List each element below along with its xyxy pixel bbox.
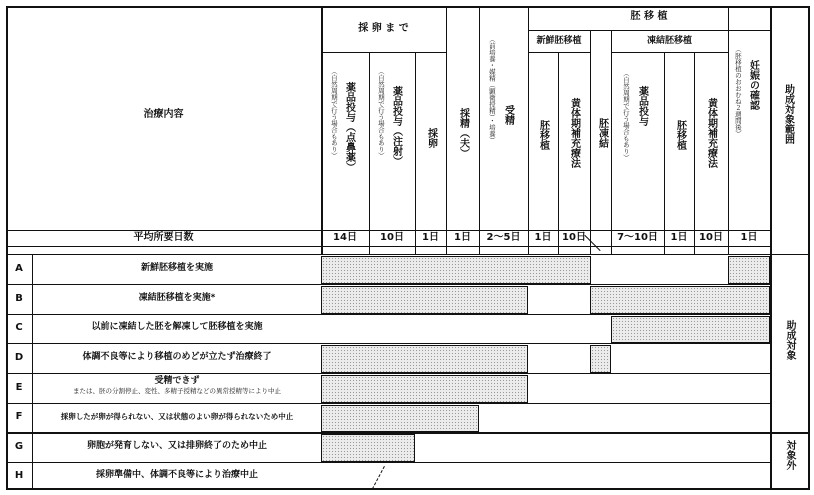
row-sep-2 (6, 314, 770, 315)
col6-label: 胚移植 (537, 120, 549, 150)
v-line-c3 (446, 6, 447, 254)
days-col10: 1日 (670, 232, 688, 243)
col4-label: 採精（夫） (457, 108, 469, 158)
col10-label: 胚移植 (674, 120, 686, 150)
row-sep-4 (6, 373, 770, 374)
row-desc-e-sub: または、胚の分割停止、変性、多精子授精などの異常授精等により中止 (73, 387, 281, 396)
header-subsidy-scope: 助成対象範囲 (782, 84, 794, 144)
bar-d-main (321, 345, 528, 373)
row-sep-7 (6, 462, 770, 463)
days-col3: 1日 (422, 232, 439, 243)
row-sep-1 (6, 284, 770, 285)
h-line-subgroup-2 (611, 52, 728, 53)
h-line-subgroup (528, 52, 590, 53)
row-desc-d: 体調不良等により移植のめどが立たず治療終了 (82, 352, 272, 362)
header-frozen-transfer: 凍結胚移植 (646, 36, 692, 46)
bar-d-freeze (590, 345, 611, 373)
v-line-c9 (664, 52, 665, 254)
frame-top (6, 6, 810, 8)
days-col6: 1日 (534, 232, 552, 243)
col1-note: （自然周期で行う場合もあり） (329, 68, 338, 159)
row-sep-3 (6, 343, 770, 344)
v-line-c8 (611, 30, 612, 254)
row-id-e: E (15, 382, 23, 393)
h-line-body-top (6, 254, 810, 255)
header-until-retrieval: 採 卵 ま で (358, 23, 409, 34)
col7-label: 黄体期補充療法 (568, 98, 580, 168)
v-line-c10 (694, 52, 695, 254)
header-embryo-transfer: 胚 移 植 (630, 11, 668, 22)
bar-g-main (321, 434, 415, 462)
v-line-c1 (369, 52, 370, 254)
row-id-h: H (14, 470, 24, 481)
row-desc-b: 凍結胚移植を実施* (138, 293, 216, 303)
col2-note: （自然周期で行う場合もあり） (376, 68, 385, 159)
header-fresh-transfer: 新鮮胚移植 (536, 36, 582, 46)
bar-f-main (321, 405, 479, 432)
bar-a-main (321, 256, 591, 284)
bar-h-dashed (372, 466, 385, 489)
days-col12: 1日 (740, 232, 758, 243)
row-desc-e-main: 受精できず (154, 376, 200, 386)
frame-bottom (6, 488, 810, 490)
h-line-days-top (6, 230, 770, 231)
bar-b-frozen (590, 286, 770, 314)
bar-c-frozen (611, 316, 770, 343)
v-line-c12 (770, 6, 772, 489)
col2-label: 薬品投与（注射） (390, 86, 402, 166)
row-desc-e (33, 376, 321, 395)
row-desc-c: 以前に凍結した胚を解凍して胚移植を実施 (91, 322, 263, 332)
v-line-content (321, 6, 323, 254)
header-treatment-content: 治療内容 (143, 109, 184, 120)
bar-a-pregnancy (728, 256, 770, 284)
row-id-g: G (14, 441, 24, 452)
days-col7: 10日 (562, 232, 586, 243)
v-line-id (32, 254, 33, 489)
row-desc-f: 採卵したが卵が得られない、又は状態のよい卵が得られないため中止 (60, 412, 294, 421)
col12-note: （胚移植のおおむね２週間後） (733, 46, 742, 137)
col11-label: 黄体期補充療法 (705, 98, 717, 168)
col1-label: 薬品投与（点鼻薬） (343, 82, 355, 172)
row-desc-a: 新鮮胚移植を実施 (140, 263, 213, 273)
days-col4: 1日 (454, 232, 471, 243)
col8-label: 胚凍結 (596, 118, 608, 148)
frame-right (808, 6, 810, 489)
h-line-days-bottom (6, 246, 770, 247)
days-col2: 10日 (380, 232, 404, 243)
col9-note: （自然周期で行う場合もあり） (621, 70, 630, 161)
col3-label: 採卵 (425, 128, 437, 148)
col5-label: 受精 (502, 105, 514, 125)
row-desc-g: 卵胞が発育しない、又は排卵終了のため中止 (86, 441, 267, 451)
h-line-group-bottom (528, 30, 770, 31)
v-line-c7 (590, 30, 591, 254)
v-line-c2 (415, 52, 416, 254)
row-id-f: F (15, 411, 23, 422)
bar-b-main (321, 286, 528, 314)
days-col5: 2〜5日 (486, 232, 521, 243)
header-avg-days: 平均所要日数 (133, 232, 194, 243)
category-not-covered: 対象外 (784, 440, 795, 470)
bar-e-main (321, 375, 528, 403)
h-line-until-retrieval (321, 52, 446, 53)
row-id-a: A (15, 263, 23, 274)
category-subsidized: 助成対象 (784, 320, 795, 360)
days-col1: 14日 (333, 232, 357, 243)
days-col11: 10日 (699, 232, 723, 243)
v-line-c6 (558, 52, 559, 254)
days-col9: 7〜10日 (617, 232, 658, 243)
col12-label: 妊娠の確認 (747, 60, 759, 110)
v-line-c11 (728, 6, 729, 254)
row-id-c: C (15, 322, 23, 333)
col5-note: （前培養・媒精（顕微授精）・培養） (487, 36, 496, 144)
row-sep-5 (6, 403, 770, 404)
row-desc-h: 採卵準備中、体調不良等により治療中止 (95, 470, 258, 480)
v-line-c4 (479, 6, 480, 254)
row-id-d: D (14, 352, 24, 363)
col9-label: 薬品投与 (636, 86, 648, 126)
row-id-b: B (15, 293, 23, 304)
